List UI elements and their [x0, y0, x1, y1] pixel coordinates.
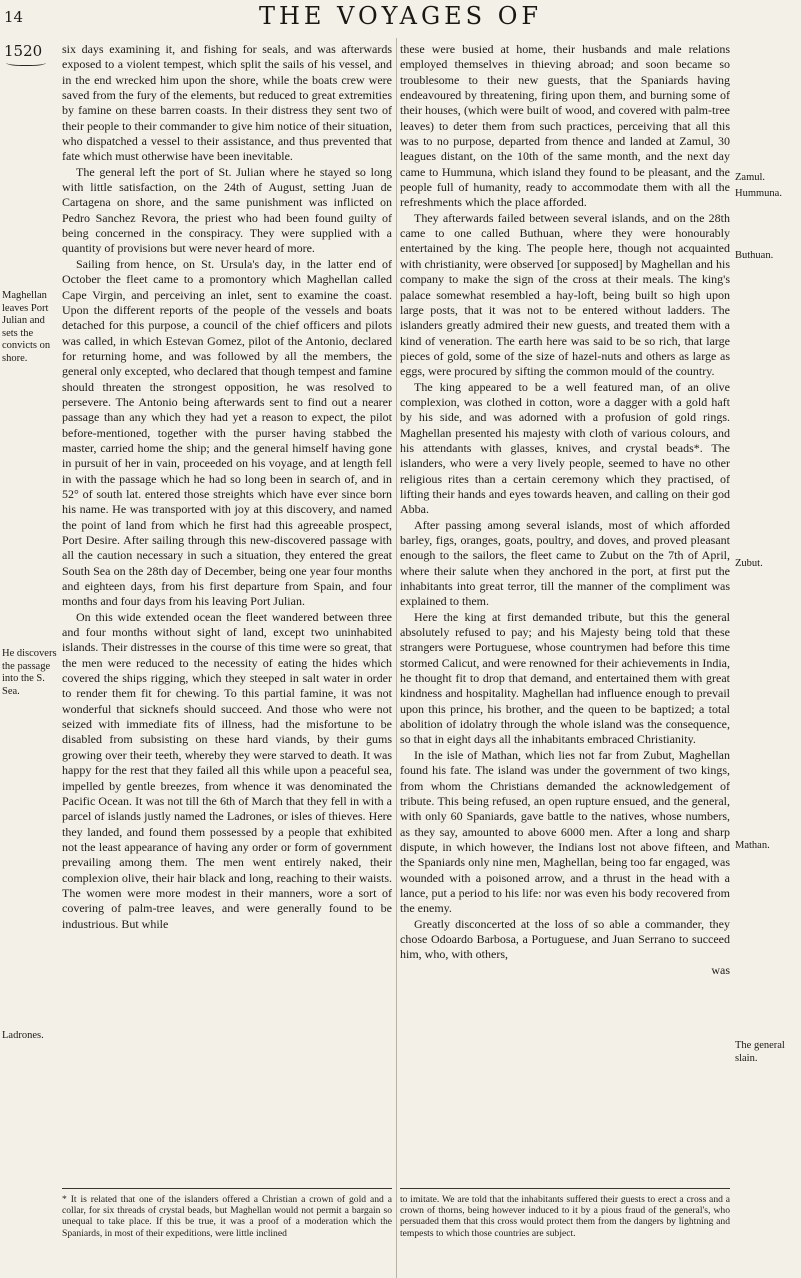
right-paragraph-1: these were busied at home, their husbands and male relations employed themselves in thieving abroad; and soon became so troublesome to their new guests, that the Spaniards having endeavoured by threatening, firing upon them, and burning some of their houses, (which were built of wood, and covered with palm-tree leaves) to deter them from such practices, perceiving that all this was to no purpose, departed from thence and landed at Zamul, 30 leagues distant, on the 10th of the same month, and the next day came to Hummuna, which island they found to be pleasant, and the people full of humanity, ready to accommodate them with all the refreshments which the place afforded. — [400, 42, 730, 210]
margin-note-hummuna: Hummuna. — [735, 188, 782, 199]
right-column — [400, 42, 730, 978]
left-paragraph-1: six days examining it, and fishing for seals, and was afterwards exposed to a violent tempest, which split the sails of his vessel, and in the end wrecked him upon the shore, while the boats crew were saved from the fury of the elements, but reduced to great extremities by famine on these barren coasts. In their distress they sent two of their people to their commander to give him notice of their situation, who dispatched a vessel to their assistance, and thus prevented that fate which must otherwise have been inevitable. — [62, 42, 392, 164]
right-paragraph-6: In the isle of Mathan, which lies not far from Zubut, Maghellan found his fate. The island was under the government of two kings, from whom the Christians demanded the acknowledgement of tribute. This being refused, an open rupture ensued, and the general, with only 60 Spaniards, gave battle to the natives, whose numbers, as they say, amounted to above 6000 men. After a long and sharp dispute, in which however, the Indians lost not above fifteen, and the Spaniards only nine men, Maghellan, being too far engaged, was wounded with a poisoned arrow, and a thrust in the head with a lance, put a period to his life: nor was even his body recovered from the enemy. — [400, 747, 730, 916]
footnote-left: * It is related that one of the islanders offered a Christian a crown of gold and a collar, for six threads of crystal beads, but Maghellan would not permit a bargain so unequal to take place. If this be true, it was a proof of a moderation which the Spaniards, in most of their expeditions, were little inclined — [62, 1194, 392, 1239]
margin-note-zubut: Zubut. — [735, 558, 763, 569]
catchword: was — [711, 962, 730, 977]
column-divider — [396, 38, 397, 1278]
year-brace — [6, 58, 46, 66]
margin-note-buthuan: Buthuan. — [735, 250, 774, 261]
left-paragraph-3: Sailing from hence, on St. Ursula's day, in the latter end of October the fleet came to a promontory which Maghellan called Cape Virgin, and perceiving an inlet, sent to examine the coast. Upon the different reports of the people of the vessels and boats detached for this purpose, a council of the chief officers and pilots was called, in which Estevan Gomez, pilot of the Antonio, declared for returning home, and was followed by all the members, the general only excepted, who declared that though tempest and famine should threaten the strongest opposition, he was resolved to persevere. The Antonio being afterwards sent to find out a nearer passage than any which they had yet a reason to expect, the pilot before-mentioned, together with the purser having stabbed the master, carried home the ship; and the general himself having gone in pursuit of her in vain, proceeded on his voyage, and at length fell in with the passage which he had so long been in search of, and in 52° of south lat. entered those streights which have ever since born his name. He was transported with joy at this discovery, and named the point of land from which he first had this agreeable prospect, Port Desire. After sailing through this new-discovered passage with all the caution necessary in such a situation, they entered the great South Sea on the 28th day of December, being one year four months and eighteen days, from his first departure from Spain, and four months and four days from his leaving Port Julian. — [62, 256, 392, 609]
year-note: 1520 — [4, 42, 43, 60]
right-paragraph-2: They afterwards failed between several islands, and on the 28th came to one called Buthuan, where they were honourably entertained by the king. The people here, though not acquainted with christianity, were observed [or supposed] by Maghellan and his company to make the sign of the cross at their meals. The king's palace somewhat resembled a hay-loft, being built so high upon large posts, that it was not to be entered without ladders. The islanders greatly admired their new guests, and treated them with a kind of veneration. The earth here was said to be so rich, that large pieces of gold, some of the size of hazel-nuts and others as large as eggs, were procured by sifting the common mould of the country. — [400, 210, 730, 379]
left-column — [62, 42, 392, 932]
margin-note-ladrones: Ladrones. — [2, 1030, 44, 1041]
right-paragraph-3: The king appeared to be a well featured man, of an olive complexion, was clothed in cotton, wore a dagger with a gold haft by his side, and was adorned with a profusion of gold rings. Maghellan presented his majesty with cloth of various colours, and his attendants with glasses, knives, and crystal beads*. The islanders, who were a very lively people, seemed to have no other religious rites than a certain ceremony which they practised, of lifting their hands and eyes towards heaven, and calling on their god Abba. — [400, 379, 730, 517]
margin-note-zamul: Zamul. — [735, 172, 766, 183]
margin-note-discovers-passage: He discovers the passage into the S. Sea. — [2, 648, 57, 697]
left-paragraph-4: On this wide extended ocean the fleet wandered between three and four months without sight of land, except two uninhabited islands. Their distresses in the course of this time were so great, that the men were reduced to the necessity of eating the hides which covered the ships rigging, which they steeped in salt water in order to render them fit for chewing. To this partial famine, it was not wonderful that sicknefs should succeed. And those who were not seized with immediate fits of illness, had the misfortune to be disabled from subsisting on these hard viands, by their gums growing over their teeth, whereby they were starved to death. It was happy for the rest that they failed all this while upon a peaceful sea, impelled by gentle breezes, from whence it was denominated the Pacific Ocean. It was not till the 6th of March that they fell in with a parcel of islands justly named the Ladrones, or isles of thieves. Here they landed, and found them possessed by a people that exhibited not the least appearance of having any order or form of government prevailing among them. The men went entirely naked, their complexion olive, their hair black and long, reaching to their waists. The women were more modest in their manners, wore a sort of covering of palm-tree leaves, and were generally found to be industrious. But while — [62, 609, 392, 931]
running-head: THE VOYAGES OF — [258, 2, 543, 30]
footnote-rule-right — [400, 1188, 730, 1189]
footnote-rule-left — [62, 1188, 392, 1189]
right-paragraph-5: Here the king at first demanded tribute, but this the general absolutely refused to pay; and his Majesty being told that these strangers were Portuguese, whose countrymen had before this time stormed Calicut, and were renowned for their achievements in India, he thought fit to drop that demand, and entertained them with great kindness and hospitality. Maghellan had influence enough to prevail upon this prince, his brother, and the queen to be baptized; a total abolition of idolatry through the whole island was the consequence, so that in eight days all the inhabitants embraced Christianity. — [400, 609, 730, 747]
right-paragraph-7: Greatly disconcerted at the loss of so able a commander, they chose Odoardo Barbosa, a Portuguese, and Juan Serrano to succeed him, who, with others, — [400, 916, 730, 962]
margin-note-general-slain: The general slain. — [735, 1040, 785, 1064]
right-paragraph-4: After passing among several islands, most of which afforded barley, figs, oranges, goats, poultry, and doves, and proved pleasant enough to the sailors, the fleet came to Zubut on the 7th of April, where their salute when they anchored in the port, at first put the inhabitants into great terror, till the manner of the compliment was explained to them. — [400, 517, 730, 609]
page-number: 14 — [4, 8, 24, 26]
margin-note-mathan: Mathan. — [735, 840, 770, 851]
footnote-right: to imitate. We are told that the inhabitants suffered their guests to erect a cross and a crown of thorns, being however induced to it by a pious fraud of the general's, who persuaded them that this cross would protect them from the dangers by lightning and tempests to which those countries are subject. — [400, 1194, 730, 1239]
margin-note-maghellan-leaves: Maghellan leaves Port Julian and sets the convicts on shore. — [2, 290, 51, 364]
left-paragraph-2: The general left the port of St. Julian where he stayed so long with little satisfaction, on the 24th of August, setting Juan de Cartagena on shore, and the same punishment was inflicted on Pedro Sanchez Revora, the priest who had been found guilty of being concerned in the conspiracy. They were supplied with a quantity of provisions but were never heard of more. — [62, 164, 392, 256]
